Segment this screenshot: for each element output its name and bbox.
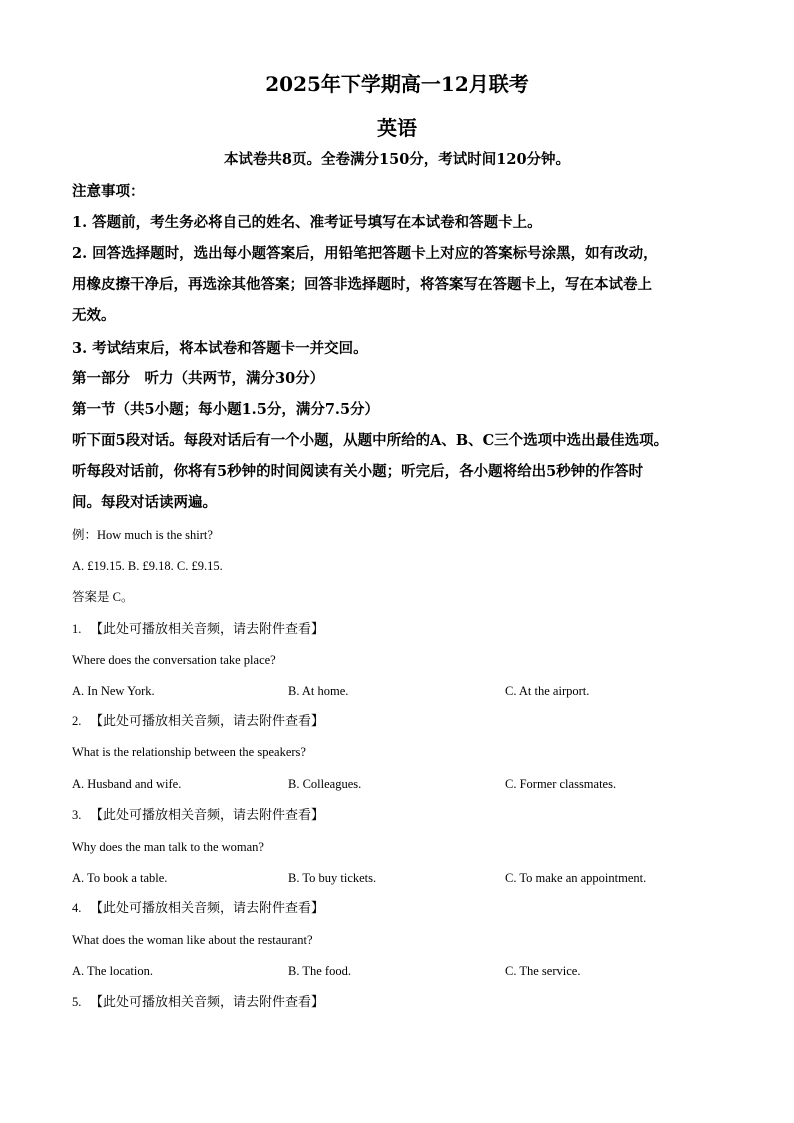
question-2-option-c: C. Former classmates. <box>505 777 617 791</box>
audio-placeholder: 【此处可播放相关音频，请去附件查看】 <box>90 995 325 1010</box>
exam-title: 2025年下学期高一12月联考 <box>265 72 529 96</box>
notice-item-2-line-2: 用橡皮擦干净后，再选涂其他答案；回答非选择题时，将答案写在答题卡上，写在本试卷上 <box>72 276 652 293</box>
instructions-line-2: 听每段对话前，你将有5秒钟的时间阅读有关小题；听完后，各小题将给出5秒钟的作答时 <box>72 463 644 480</box>
question-1-option-b: B. At home. <box>288 684 349 698</box>
question-3-option-a: A. To book a table. <box>72 871 168 885</box>
question-2-text: What is the relationship between the speakers? <box>72 745 306 759</box>
section-heading: 第一节（共5小题；每小题1.5分，满分7.5分） <box>72 401 380 418</box>
audio-placeholder: 【此处可播放相关音频，请去附件查看】 <box>90 714 325 729</box>
notice-item-1: 1. 答题前，考生务必将自己的姓名、准考证号填写在本试卷和答题卡上。 <box>72 214 542 231</box>
notice-item-2-line-3: 无效。 <box>72 307 116 324</box>
notice-item-2-line-1: 2. 回答选择题时，选出每小题答案后，用铅笔把答题卡上对应的答案标号涂黑，如有改动， <box>72 245 658 262</box>
audio-placeholder: 【此处可播放相关音频，请去附件查看】 <box>90 808 325 823</box>
question-4-option-a: A. The location. <box>72 964 153 978</box>
example-answer: 答案是 C。 <box>72 590 134 604</box>
example-question: 例：How much is the shirt? <box>72 528 213 542</box>
question-1-header <box>72 620 324 639</box>
notice-heading: 注意事项： <box>72 183 145 200</box>
question-4-option-c: C. The service. <box>505 964 581 978</box>
question-number: 1. <box>72 622 82 636</box>
instructions-line-1: 听下面5段对话。每段对话后有一个小题，从题中所给的A、B、C三个选项中选出最佳选项。 <box>72 432 669 449</box>
exam-info: 本试卷共8页。全卷满分150分，考试时间120分钟。 <box>223 151 571 168</box>
question-number: 3. <box>72 808 82 822</box>
audio-placeholder: 【此处可播放相关音频，请去附件查看】 <box>90 901 325 916</box>
audio-placeholder: 【此处可播放相关音频，请去附件查看】 <box>90 622 325 637</box>
question-4-header <box>72 899 324 918</box>
question-3-option-b: B. To buy tickets. <box>288 871 377 885</box>
question-4-text: What does the woman like about the restaurant? <box>72 933 313 947</box>
question-5-header <box>72 993 324 1012</box>
notice-item-3: 3. 考试结束后，将本试卷和答题卡一并交回。 <box>72 340 368 357</box>
question-number: 5. <box>72 995 82 1009</box>
question-2-option-a: A. Husband and wife. <box>72 777 182 791</box>
question-3-option-c: C. To make an appointment. <box>505 871 647 885</box>
question-1-option-a: A. In New York. <box>72 684 155 698</box>
part-heading: 第一部分 听力（共两节，满分30分） <box>72 370 325 387</box>
example-options: A. £19.15. B. £9.18. C. £9.15. <box>72 559 223 573</box>
subject-title: 英语 <box>377 116 417 140</box>
question-number: 2. <box>72 714 82 728</box>
question-number: 4. <box>72 901 82 915</box>
instructions-line-3: 间。每段对话读两遍。 <box>72 494 217 511</box>
question-3-header <box>72 806 324 825</box>
question-3-text: Why does the man talk to the woman? <box>72 840 264 854</box>
question-2-header <box>72 712 324 731</box>
question-1-option-c: C. At the airport. <box>505 684 590 698</box>
question-2-option-b: B. Colleagues. <box>288 777 362 791</box>
question-1-text: Where does the conversation take place? <box>72 653 276 667</box>
question-4-option-b: B. The food. <box>288 964 351 978</box>
